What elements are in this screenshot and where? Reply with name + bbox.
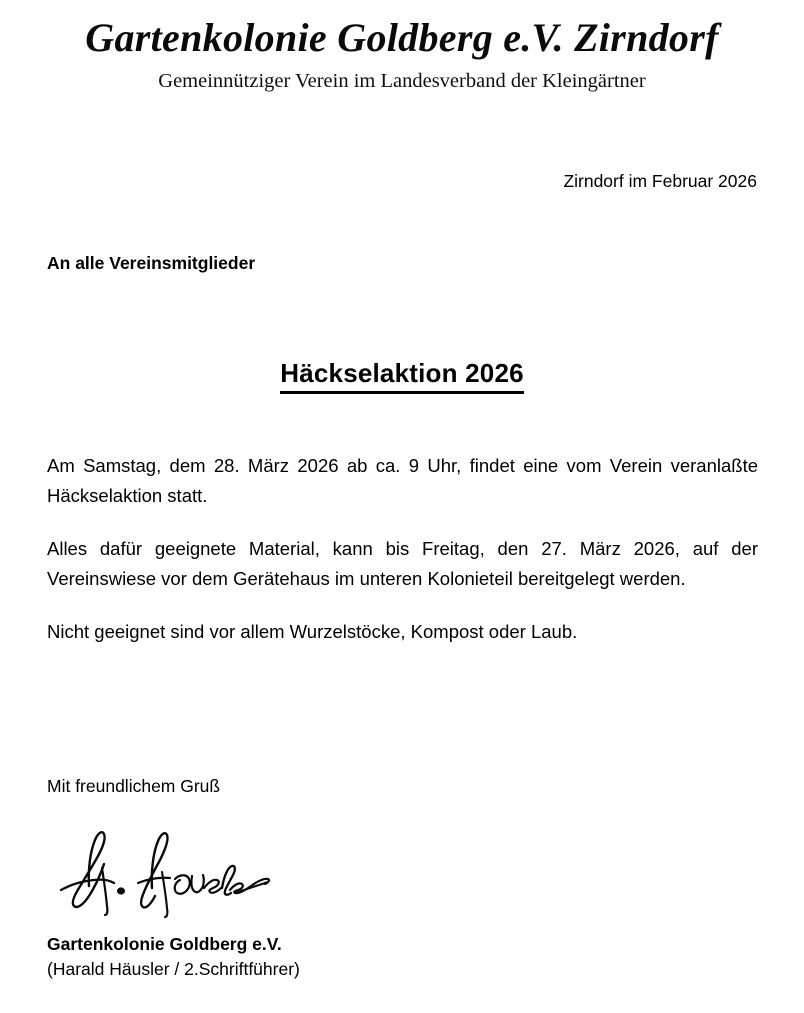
letterhead [0,0,804,93]
closing-salutation: Mit freundlichem Gruß [47,776,221,796]
subject-heading: Häckselaktion 2026 [280,358,524,394]
addressee-line: An alle Vereinsmitglieder [47,253,256,273]
organization-subtitle: Gemeinnütziger Verein im Landesverband der Kleingärtner [158,70,646,92]
signature-person: (Harald Häusler / 2.Schriftführer) [47,959,300,979]
subject-heading-wrapper [0,358,804,394]
signature-icon [44,826,279,918]
body-paragraph-1: Am Samstag, dem 28. März 2026 ab ca. 9 Uhr, findet eine vom Verein veranlaßte Häckselaktion statt. [47,455,758,506]
organization-title: Gartenkolonie Goldberg e.V. Zirndorf [85,15,719,60]
date-line: Zirndorf im Februar 2026 [563,171,757,191]
signature-block [47,932,547,982]
body-paragraph-3: Nicht geeignet sind vor allem Wurzelstöcke, Kompost oder Laub. [47,621,578,642]
signature-organization: Gartenkolonie Goldberg e.V. [47,934,282,954]
body-paragraph-2: Alles dafür geeignete Material, kann bis Freitag, den 27. März 2026, auf der Vereinswiese vor dem Gerätehaus im unteren Kolonieteil bereitgelegt werden. [47,538,758,589]
letter-body [47,451,758,647]
